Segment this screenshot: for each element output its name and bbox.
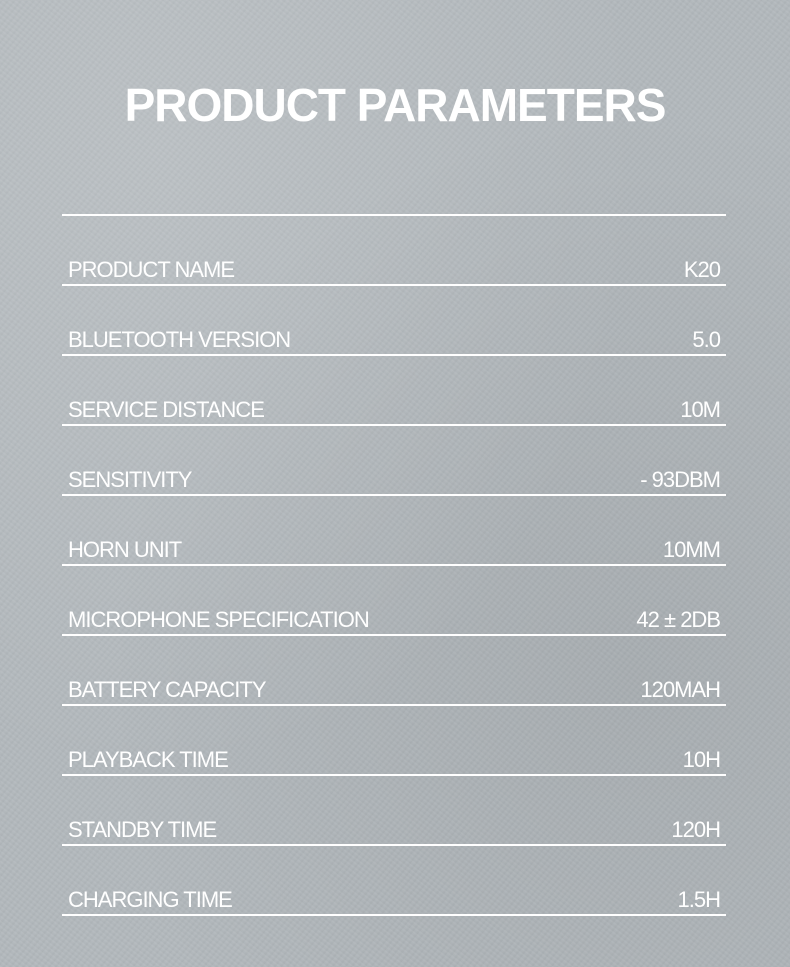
page-title: PRODUCT PARAMETERS (124, 79, 666, 131)
param-label: SERVICE DISTANCE (68, 397, 264, 422)
param-value: 5.0 (692, 327, 720, 352)
param-label: BATTERY CAPACITY (68, 677, 266, 702)
param-label: BLUETOOTH VERSION (68, 327, 291, 352)
param-row-horn-unit (62, 496, 726, 566)
param-row-service-distance (62, 356, 726, 426)
param-label: HORN UNIT (68, 537, 182, 562)
param-row-bluetooth-version (62, 286, 726, 356)
param-value: 10MM (662, 537, 720, 562)
param-value: 120H (671, 817, 720, 842)
param-label: PRODUCT NAME (68, 257, 235, 282)
param-label: CHARGING TIME (68, 887, 232, 912)
param-row-battery-capacity (62, 636, 726, 706)
param-value: 10M (680, 397, 720, 422)
param-value: 1.5H (677, 887, 720, 912)
param-row-sensitivity (62, 426, 726, 496)
param-label: STANDBY TIME (68, 817, 217, 842)
param-row-microphone-specification (62, 566, 726, 636)
parameters-table (62, 216, 726, 916)
param-value: 10H (682, 747, 720, 772)
param-value: - 93DBM (640, 467, 720, 492)
param-row-charging-time (62, 846, 726, 916)
param-label: MICROPHONE SPECIFICATION (68, 607, 369, 632)
param-value: K20 (683, 257, 720, 282)
param-label: SENSITIVITY (68, 467, 192, 492)
param-value: 42 ± 2DB (636, 607, 720, 632)
param-row-standby-time (62, 776, 726, 846)
param-row-product-name (62, 216, 726, 286)
param-value: 120MAH (640, 677, 720, 702)
param-row-playback-time (62, 706, 726, 776)
param-label: PLAYBACK TIME (68, 747, 228, 772)
